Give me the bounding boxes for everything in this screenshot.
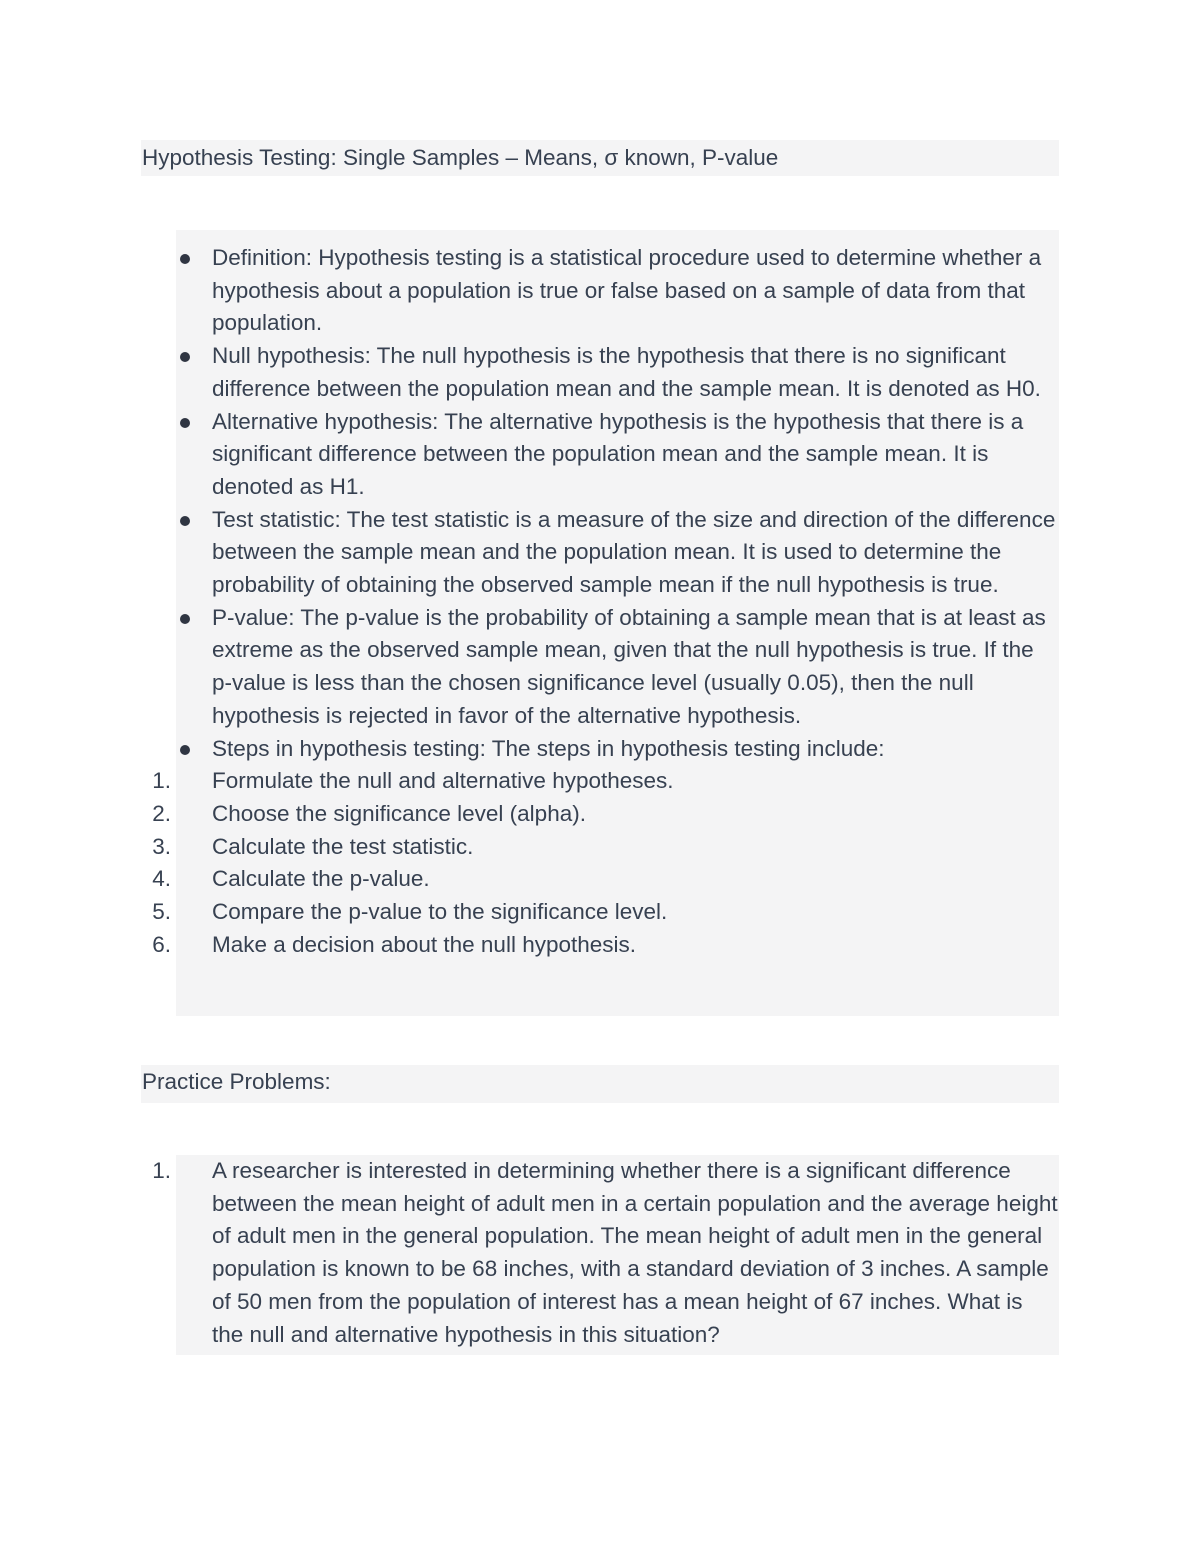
step-number: 1. (152, 768, 171, 794)
step-number: 3. (152, 833, 171, 859)
step-text: Calculate the test statistic. (212, 833, 474, 859)
bullet-text: Null hypothesis: The null hypothesis is the hypothesis that there is no significant difference between the population mean and the sample mean. It is denoted as H0. (212, 343, 1041, 401)
bullet-icon (180, 745, 190, 755)
bullet-icon (180, 614, 190, 624)
section-heading (141, 140, 1059, 176)
bullet-item (176, 406, 1059, 504)
problem-item (152, 1155, 1059, 1351)
step-item (152, 765, 1059, 798)
bullet-text: Test statistic: The test statistic is a measure of the size and direction of the difference between the sample mean and the population mean. It is used to determine the probability of obtaining the observed sample mean if the null hypothesis is true. (212, 506, 1056, 598)
bullet-text: P-value: The p-value is the probability of obtaining a sample mean that is at least as extreme as the observed sample mean, given that the null hypothesis is true. If the p-value is less than the chosen significance level (usually 0.05), then the null hypothesis is rejected in favor of the alternative hypothesis. (212, 604, 1046, 728)
step-number: 4. (152, 866, 171, 892)
problems-list (152, 1155, 1059, 1351)
step-item (152, 896, 1059, 929)
notes-list-block (152, 230, 1059, 1016)
definitions-list (176, 242, 1059, 765)
bullet-item (176, 504, 1059, 602)
steps-list (152, 765, 1059, 961)
step-text: Make a decision about the null hypothesis. (212, 931, 637, 957)
step-item (152, 863, 1059, 896)
problem-text: A researcher is interested in determining whether there is a significant difference between the mean height of adult men in a certain population and the average height of adult men in the general population. The mean height of adult men in the general population is known to be 68 inches, with a standard deviation of 3 inches. A sample of 50 men from the population of interest has a mean height of 67 inches. What is the null and alternative hypothesis in this situation? (212, 1158, 1058, 1347)
bullet-text: Alternative hypothesis: The alternative hypothesis is the hypothesis that there is a significant difference between the population mean and the sample mean. It is denoted as H1. (212, 408, 1024, 499)
bullet-item (176, 733, 1059, 766)
step-text: Formulate the null and alternative hypotheses. (212, 768, 674, 794)
step-item (152, 929, 1059, 962)
practice-heading (141, 1065, 1059, 1103)
section-heading-text: Hypothesis Testing: Single Samples – Means, σ known, P-value (142, 145, 779, 170)
bullet-icon (180, 418, 190, 428)
problem-number: 1. (152, 1158, 171, 1183)
bullet-icon (180, 516, 190, 526)
bullet-item (176, 340, 1059, 405)
bullet-icon (180, 254, 190, 264)
step-number: 2. (152, 800, 171, 826)
bullet-text: Definition: Hypothesis testing is a statistical procedure used to determine whether a hypothesis about a population is true or false based on a sample of data from that population. (212, 245, 1042, 336)
step-text: Calculate the p-value. (212, 866, 430, 892)
bullet-item (176, 602, 1059, 733)
bullet-text: Steps in hypothesis testing: The steps in hypothesis testing include: (212, 735, 885, 761)
step-text: Compare the p-value to the significance level. (212, 899, 668, 925)
practice-list-block (152, 1155, 1059, 1355)
practice-heading-text: Practice Problems: (142, 1069, 331, 1094)
step-text: Choose the significance level (alpha). (212, 800, 586, 826)
bullet-icon (180, 352, 190, 362)
step-number: 6. (152, 931, 171, 957)
step-item (152, 831, 1059, 864)
step-number: 5. (152, 899, 171, 925)
bullet-item (176, 242, 1059, 340)
step-item (152, 798, 1059, 831)
